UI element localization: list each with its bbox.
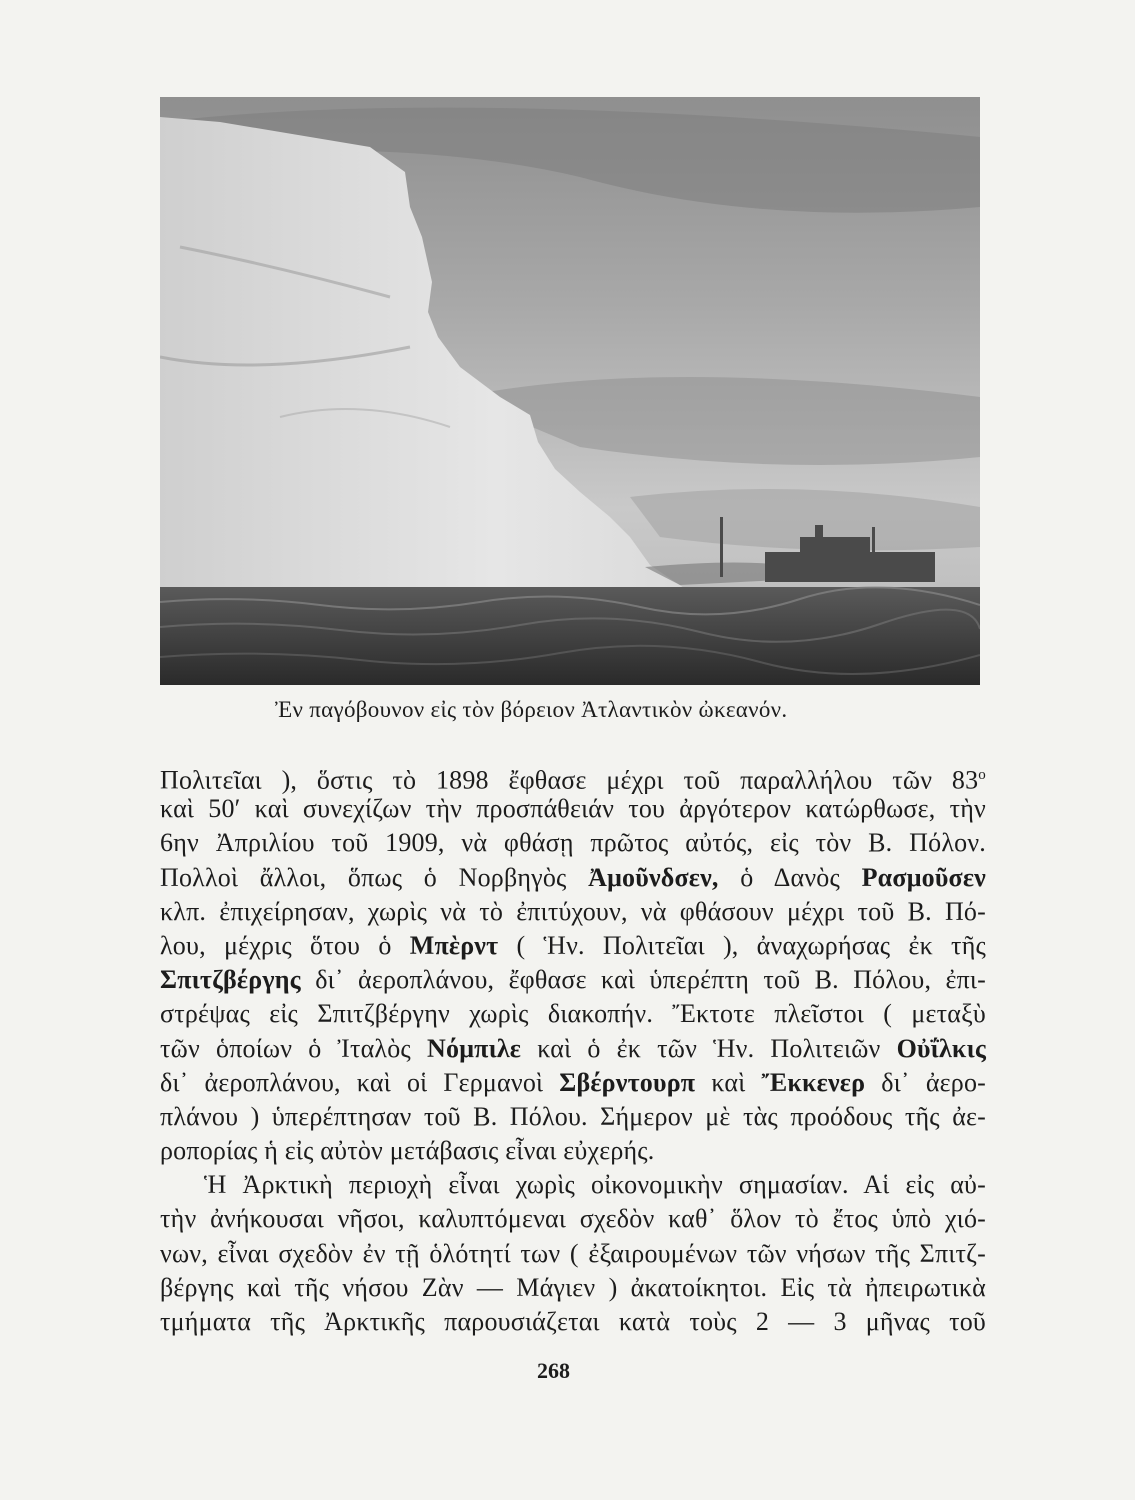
text-line: βέργης καὶ τῆς νήσου Ζὰν — Μάγιεν ) ἀκατοίκητοι. Εἰς τὰ ἠπειρωτικὰ — [160, 1272, 986, 1302]
bold-name: Σβέρντουρπ — [559, 1067, 696, 1097]
paragraph-1 — [160, 758, 986, 1168]
bold-name: Μπὲρντ — [409, 930, 499, 960]
iceberg-photo-illustration — [160, 97, 980, 685]
bold-name: Ρασμοῦσεν — [861, 862, 986, 892]
text-line: κλπ. ἐπιχείρησαν, χωρὶς νὰ τὸ ἐπιτύχουν, νὰ φθάσουν μέχρι τοῦ Β. Πό- — [160, 896, 986, 926]
text-line: στρέψας εἰς Σπιτζβέργην χωρὶς διακοπήν. Ἔκτοτε πλεῖστοι ( μεταξὺ — [160, 999, 986, 1029]
text-line: Σπιτζβέργης δι᾽ ἀεροπλάνου, ἔφθασε καὶ ὑπερέπτη τοῦ Β. Πόλου, ἐπι- — [160, 965, 986, 995]
text-line: 6ην Ἀπριλίου τοῦ 1909, νὰ φθάσῃ πρῶτος αὐτός, εἰς τὸν Β. Πόλον. — [160, 828, 986, 858]
text-line: τὴν ἀνήκουσαι νῆσοι, καλυπτόμεναι σχεδὸν καθ᾽ ὅλον τὸ ἔτος ὑπὸ χιό- — [160, 1204, 986, 1234]
bold-name: Σπιτζβέργης — [160, 965, 301, 995]
page-number: 268 — [537, 1358, 570, 1383]
bold-name: Ἀμοῦνδσεν, — [588, 862, 719, 892]
text-line: λου, μέχρις ὅτου ὁ Μπὲρντ ( Ἡν. Πολιτεῖαι ), ἀναχωρήσας ἐκ τῆς — [160, 930, 986, 960]
text-line: νων, εἶναι σχεδὸν ἐν τῇ ὁλότητί των ( ἐξαιρουμένων τῶν νήσων τῆς Σπιτζ- — [160, 1238, 986, 1268]
body-text — [160, 758, 986, 1339]
text-line: τμήματα τῆς Ἀρκτικῆς παρουσιάζεται κατὰ τοὺς 2 — 3 μῆνας τοῦ — [160, 1307, 986, 1336]
text-line: Πολλοὶ ἄλλοι, ὅπως ὁ Νορβηγὸς Ἀμοῦνδσεν, ὁ Δανὸς Ρασμοῦσεν — [160, 862, 986, 892]
bold-name: Οὐΐλκις — [896, 1033, 986, 1063]
text-line: καὶ 50′ καὶ συνεχίζων τὴν προσπάθειάν του ἀργότερον κατώρθωσε, τὴν — [160, 794, 986, 824]
text-line: Πολιτεῖαι ), ὅστις τὸ 1898 ἔφθασε μέχρι τοῦ παραλλήλου τῶν $83^o$ — [160, 765, 986, 795]
bold-name: Νόμπιλε — [427, 1033, 522, 1063]
text-line: δι᾽ ἀεροπλάνου, καὶ οἱ Γερμανοὶ Σβέρντουρπ καὶ Ἔκκενερ δι᾽ ἀερο- — [160, 1067, 986, 1097]
bold-name: Ἔκκενερ — [761, 1067, 866, 1097]
figure-caption: Ἐν παγόβουνον εἰς τὸν βόρειον Ἀτλαντικὸν ὠκεανόν. — [275, 697, 788, 722]
degree-superscript: ο — [978, 767, 986, 783]
text-line: Ἡ Ἀρκτικὴ περιοχὴ εἶναι χωρὶς οἰκονομικὴν σημασίαν. Αἱ εἰς αὐ- — [204, 1170, 986, 1200]
iceberg-photograph — [160, 97, 980, 685]
text-line: τῶν ὁποίων ὁ Ἰταλὸς Νόμπιλε καὶ ὁ ἐκ τῶν Ἡν. Πολιτειῶν Οὐΐλκις — [160, 1033, 986, 1063]
text-line: πλάνου ) ὑπερέπτησαν τοῦ Β. Πόλου. Σήμερον μὲ τὰς προόδους τῆς ἀε- — [160, 1101, 986, 1131]
text-line: ροπορίας ἡ εἰς αὐτὸν μετάβασις εἶναι εὐχερής. — [160, 1136, 655, 1166]
paragraph-2 — [160, 1168, 986, 1339]
